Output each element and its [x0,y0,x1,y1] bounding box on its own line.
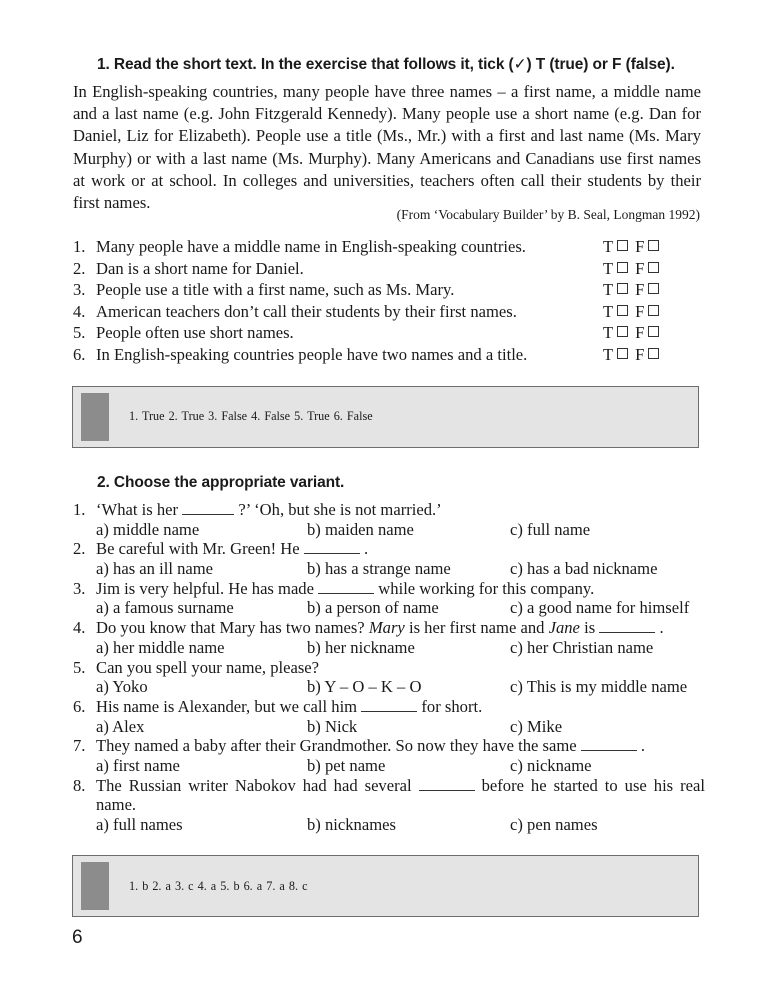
tf-boxes [603,322,666,344]
question-7-options [73,756,705,776]
option-c[interactable]: c) a good name for himself [510,598,690,618]
statement-number: 5. [73,323,86,342]
false-label: F [635,237,645,256]
question-text-start: ‘What is her [96,500,179,519]
false-checkbox[interactable] [648,348,659,359]
question-6-options [73,717,705,737]
question-text-start: Be careful with Mr. Green! He [96,539,300,559]
option-b[interactable]: b) pet name [307,756,386,776]
exercise-2-heading: 2. Choose the appropriate variant. [97,474,345,491]
answer-blank[interactable] [361,699,417,712]
statement-text: In English-speaking countries people have two names and a title. [96,344,528,364]
question-3-options [73,598,705,618]
question-text-end: while working for this company. [378,578,595,598]
option-b[interactable]: b) her nickname [307,637,415,657]
answer-key-tab [81,862,109,910]
question-text-middle: is her first name and [408,618,545,638]
tf-statement-4 [73,301,703,323]
question-text [96,776,705,815]
question-2 [73,539,705,559]
question-8-options [73,815,705,835]
true-label: T [603,323,614,342]
tf-boxes [603,236,666,258]
false-checkbox[interactable] [648,240,659,251]
question-number: 7. [73,736,86,756]
option-c[interactable]: c) has a bad nickname [510,559,658,579]
italic-name-jane: Jane [548,618,580,638]
question-1-options [73,520,705,540]
option-b[interactable]: b) Y – O – K – O [307,677,422,697]
answer-key-text: 1. True 2. True 3. False 4. False 5. True 6. False [129,409,373,423]
question-text-end: . [640,736,646,756]
false-checkbox[interactable] [648,283,659,294]
question-text-end: for short. [421,696,483,716]
statement-text: People often use short names. [96,323,294,342]
option-a[interactable]: a) a famous surname [96,598,234,618]
option-c[interactable]: c) nickname [510,756,592,776]
statement-text: People use a title with a first name, such as Ms. Mary. [96,280,455,299]
false-label: F [635,280,645,299]
statement-number: 2. [73,258,86,278]
tf-boxes [603,258,666,280]
question-4-options [73,638,705,658]
option-a[interactable]: a) full names [96,815,183,835]
true-checkbox[interactable] [617,283,628,294]
question-text-start: The Russian writer Nabokov had had several [96,775,412,795]
question-8 [73,776,705,815]
option-a[interactable]: a) has an ill name [96,559,214,579]
answer-blank[interactable] [599,620,655,633]
statement-number: 6. [73,344,86,364]
question-text-end: ?’ ‘Oh, but she is not married.’ [238,500,442,519]
tf-boxes [603,301,666,323]
true-label: T [603,301,614,321]
question-text-start: Can you spell your name, please? [96,657,320,677]
statement-number: 4. [73,301,86,321]
tf-boxes [603,279,666,301]
false-checkbox[interactable] [648,305,659,316]
question-5 [73,658,705,678]
false-label: F [635,258,645,278]
option-c[interactable]: c) pen names [510,815,598,835]
question-text [96,618,705,638]
true-label: T [603,344,614,364]
statement-text: Many people have a middle name in English-speaking countries. [96,237,526,256]
tf-statement-3 [73,279,703,301]
true-checkbox[interactable] [617,262,628,273]
question-text [96,658,705,678]
true-checkbox[interactable] [617,305,628,316]
page-number: 6 [72,927,83,948]
option-a[interactable]: a) middle name [96,519,200,539]
question-text [96,539,705,559]
question-text-end: . [363,539,369,559]
answer-blank[interactable] [304,541,360,554]
italic-name-mary: Mary [368,618,405,638]
question-text [96,736,705,756]
tf-statement-5 [73,322,703,344]
true-label: T [603,280,614,299]
tf-statement-1 [73,236,703,258]
option-c[interactable]: c) This is my middle name [510,677,688,697]
question-text [96,697,705,717]
question-2-options [73,559,705,579]
reading-passage: In English-speaking countries, many people have three names – a first name, a middle name and a last name (e.g. John Fitzgerald Kennedy). Many people use a short name (e.g. Dan for Daniel, Liz for Elizabeth). People use a title (Ms., Mr.) with a first and last name (Ms. Mary Murphy) or with a last name (Ms. Murphy). Many Americans and Canadians use first names at work or at school. In colleges and universities, teachers often call their students by their first names. [73,82,701,213]
question-number: 4. [73,618,86,638]
passage-source: (From ‘Vocabulary Builder’ by B. Seal, Longman 1992) [396,207,700,222]
question-number: 2. [73,539,86,559]
question-1 [73,500,705,520]
answer-key-2 [72,855,699,917]
true-label: T [603,258,614,278]
option-a[interactable]: a) first name [96,756,180,776]
true-false-list [73,236,703,365]
question-4 [73,618,705,638]
option-b[interactable]: b) has a strange name [307,559,451,579]
option-b[interactable]: b) maiden name [307,519,414,539]
question-number: 8. [73,775,86,795]
question-text-start: Do you know that Mary has two names? [96,618,365,638]
question-text-end: . [659,618,664,638]
question-3 [73,579,705,599]
tf-boxes [603,344,666,366]
answer-blank[interactable] [581,738,637,751]
question-text [96,579,705,599]
question-number: 5. [73,657,86,677]
false-label: F [635,323,645,342]
question-6 [73,697,705,717]
option-a[interactable]: a) her middle name [96,637,225,657]
question-text-start: They named a baby after their Grandmother. So now they have the same [96,736,577,756]
question-text-start: Jim is very helpful. He has made [96,578,314,598]
option-a[interactable]: a) Yoko [96,677,148,697]
option-c[interactable]: c) Mike [510,716,563,736]
false-label: F [635,344,645,364]
question-number: 3. [73,578,86,598]
question-5-options [73,677,705,697]
option-b[interactable]: b) Nick [307,716,358,736]
answer-key-1 [72,386,699,448]
answer-blank[interactable] [182,502,234,515]
question-number: 1. [73,500,86,519]
option-b[interactable]: b) a person of name [307,598,439,618]
answer-key-tab [81,393,109,441]
true-label: T [603,237,614,256]
answer-key-text: 1. b 2. a 3. c 4. a 5. b 6. a 7. a 8. c [129,879,308,893]
statement-number: 3. [73,280,86,299]
true-checkbox[interactable] [617,240,628,251]
statement-number: 1. [73,237,86,256]
false-label: F [635,301,645,321]
true-checkbox[interactable] [617,348,628,359]
answer-blank[interactable] [419,778,475,791]
answer-blank[interactable] [318,581,374,594]
tf-statement-2 [73,258,703,280]
question-text-start: His name is Alexander, but we call him [96,696,358,716]
option-a[interactable]: a) Alex [96,716,145,736]
question-number: 6. [73,696,86,716]
statement-text: Dan is a short name for Daniel. [96,258,304,278]
question-text-mid2: is [584,618,596,638]
question-text-end: before he started to use his real name. [96,775,705,815]
question-7 [73,736,705,756]
false-checkbox[interactable] [648,326,659,337]
option-c[interactable]: c) her Christian name [510,637,654,657]
multiple-choice-list [73,500,705,835]
true-checkbox[interactable] [617,326,628,337]
question-text [96,500,705,520]
false-checkbox[interactable] [648,262,659,273]
option-c[interactable]: c) full name [510,519,591,539]
tf-statement-6 [73,344,703,366]
option-b[interactable]: b) nicknames [307,815,396,835]
exercise-1-heading: 1. Read the short text. In the exercise that follows it, tick (✓) T (true) or F (false). [97,56,675,73]
statement-text: American teachers don’t call their students by their first names. [96,301,517,321]
